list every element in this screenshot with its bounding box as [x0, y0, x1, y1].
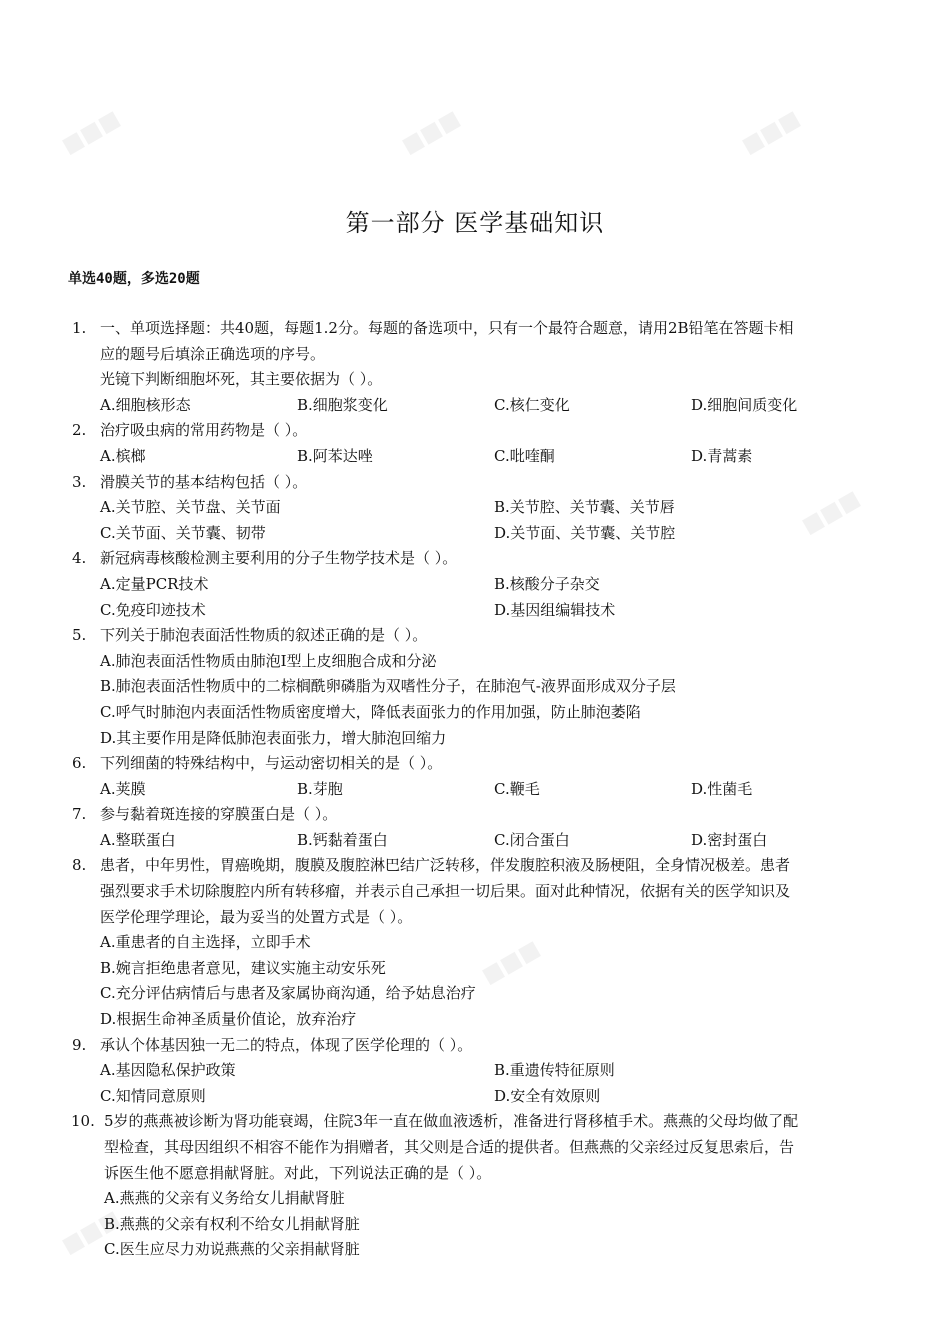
question-number: 10.	[71, 1112, 95, 1131]
option-c: C.免疫印迹技术	[100, 600, 206, 619]
option-d: D.根据生命神圣质量价值论，放弃治疗	[100, 1010, 357, 1029]
option-row	[100, 777, 888, 803]
option-a: A.关节腔、关节盘、关节面	[100, 498, 281, 517]
option-b: B.钙黏着蛋白	[297, 830, 388, 849]
option-c: C.鞭毛	[494, 779, 540, 798]
option-row	[100, 495, 888, 521]
question-text: 下列细菌的特殊结构中，与运动密切相关的是（ ）。	[100, 754, 443, 773]
question-text: 光镜下判断细胞坏死，其主要依据为（ ）。	[100, 370, 383, 389]
question-number: 6.	[72, 754, 87, 773]
option-b: B.燕燕的父亲有权利不给女儿捐献肾脏	[104, 1214, 360, 1233]
option-c: C.关节面、关节囊、韧带	[100, 523, 266, 542]
question-text: 强烈要求手术切除腹腔内所有转移瘤，并表示自己承担一切后果。面对此种情况，依据有关的医学知识及	[100, 882, 791, 901]
option-a: A.基因隐私保护政策	[100, 1061, 236, 1080]
option-row	[100, 444, 888, 470]
question-8	[68, 853, 888, 1032]
question-text: 承认个体基因独一无二的特点，体现了医学伦理的（ ）。	[100, 1035, 473, 1054]
question-5	[68, 623, 888, 751]
question-number: 2.	[72, 421, 87, 440]
question-text: 应的题号后填涂正确选项的序号。	[100, 344, 326, 363]
option-row	[100, 1058, 888, 1084]
option-b: B.婉言拒绝患者意见，建议实施主动安乐死	[100, 958, 386, 977]
option-c: C.知情同意原则	[100, 1086, 206, 1105]
option-d: D.青蒿素	[691, 446, 753, 465]
option-row	[100, 393, 888, 419]
watermark: ■■■	[397, 106, 465, 159]
question-list	[68, 316, 888, 1263]
page-title: 第一部分 医学基础知识	[345, 209, 605, 237]
question-number: 5.	[72, 626, 87, 645]
option-c: C.吡喹酮	[494, 446, 555, 465]
question-9	[68, 1033, 888, 1110]
question-number: 7.	[72, 805, 87, 824]
question-number: 1.	[72, 319, 87, 337]
question-text: 型检查，其母因组织不相容不能作为捐赠者，其父则是合适的提供者。但燕燕的父亲经过反复思索后，告	[104, 1138, 795, 1156]
watermark: ■■■	[57, 106, 125, 159]
question-text: 下列关于肺泡表面活性物质的叙述正确的是（ ）。	[100, 626, 428, 645]
question-text: 滑膜关节的基本结构包括（ ）。	[100, 472, 308, 491]
question-number: 8.	[72, 856, 87, 875]
option-a: A.肺泡表面活性物质由肺泡Ⅰ型上皮细胞合成和分泌	[100, 651, 437, 670]
option-d: D.密封蛋白	[691, 830, 768, 849]
question-1	[68, 316, 888, 418]
option-a: A.细胞核形态	[100, 395, 191, 414]
question-number: 4.	[72, 549, 87, 568]
question-10	[68, 1109, 888, 1263]
option-c: C.医生应尽力劝说燕燕的父亲捐献肾脏	[104, 1240, 360, 1259]
option-b: B.肺泡表面活性物质中的二棕榈酰卵磷脂为双嗜性分子，在肺泡气-液界面形成双分子层	[100, 677, 676, 696]
question-6	[68, 751, 888, 802]
option-row	[100, 1084, 888, 1110]
option-a: A.重患者的自主选择，立即手术	[100, 933, 311, 952]
option-row	[100, 598, 888, 624]
question-3	[68, 470, 888, 547]
watermark: ■■■	[737, 106, 805, 159]
option-d: D.基因组编辑技术	[494, 600, 616, 619]
question-text: 一、单项选择题：共40题，每题1.2分。每题的备选项中，只有一个最符合题意，请用2B铅笔在答题卡相	[100, 319, 794, 337]
question-4	[68, 546, 888, 623]
question-number: 9.	[72, 1035, 87, 1054]
question-2	[68, 418, 888, 469]
option-a: A.槟榔	[100, 446, 146, 465]
option-b: B.细胞浆变化	[297, 395, 388, 414]
option-b: B.芽胞	[297, 779, 343, 798]
question-text: 治疗吸虫病的常用药物是（ ）。	[100, 421, 308, 440]
question-text: 参与黏着斑连接的穿膜蛋白是（ ）。	[100, 805, 338, 824]
option-b: B.核酸分子杂交	[494, 574, 600, 593]
question-text: 诉医生他不愿意捐献肾脏。对此，下列说法正确的是（ ）。	[104, 1163, 492, 1182]
option-c: C.闭合蛋白	[494, 830, 570, 849]
option-row	[100, 521, 888, 547]
watermark: ■■■	[477, 936, 545, 989]
option-a: A.定量PCR技术	[100, 574, 209, 593]
option-b: B.阿苯达唑	[297, 446, 373, 465]
option-c: C.呼气时肺泡内表面活性物质密度增大，降低表面张力的作用加强，防止肺泡萎陷	[100, 702, 641, 721]
option-b: B.关节腔、关节囊、关节唇	[494, 498, 675, 517]
option-d: D.安全有效原则	[494, 1086, 601, 1105]
option-d: D.细胞间质变化	[691, 395, 798, 414]
section-subtitle: 单选40题，多选20题	[68, 271, 200, 287]
option-c: C.充分评估病情后与患者及家属协商沟通，给予姑息治疗	[100, 984, 476, 1003]
question-text: 5岁的燕燕被诊断为肾功能衰竭，住院3年一直在做血液透析，准备进行肾移植手术。燕燕的父母均做了配	[104, 1112, 799, 1131]
watermark: ■■■	[57, 1206, 125, 1259]
option-d: D.关节面、关节囊、关节腔	[494, 523, 676, 542]
question-number: 3.	[72, 472, 87, 491]
option-a: A.燕燕的父亲有义务给女儿捐献肾脏	[104, 1189, 345, 1208]
option-row	[100, 828, 888, 854]
question-text: 新冠病毒核酸检测主要利用的分子生物学技术是（ ）。	[100, 549, 458, 568]
option-d: D.其主要作用是降低肺泡表面张力，增大肺泡回缩力	[100, 728, 447, 747]
question-text: 医学伦理学理论，最为妥当的处置方式是（ ）。	[100, 907, 413, 926]
watermark: ■■■	[797, 486, 865, 539]
option-row	[100, 572, 888, 598]
question-text: 患者，中年男性，胃癌晚期，腹膜及腹腔淋巴结广泛转移，伴发腹腔积液及肠梗阻，全身情况极差。患者	[100, 856, 791, 875]
option-a: A.整联蛋白	[100, 830, 176, 849]
option-c: C.核仁变化	[494, 395, 570, 414]
option-a: A.荚膜	[100, 779, 146, 798]
question-7	[68, 802, 888, 853]
option-b: B.重遗传特征原则	[494, 1061, 615, 1080]
option-d: D.性菌毛	[691, 779, 753, 798]
